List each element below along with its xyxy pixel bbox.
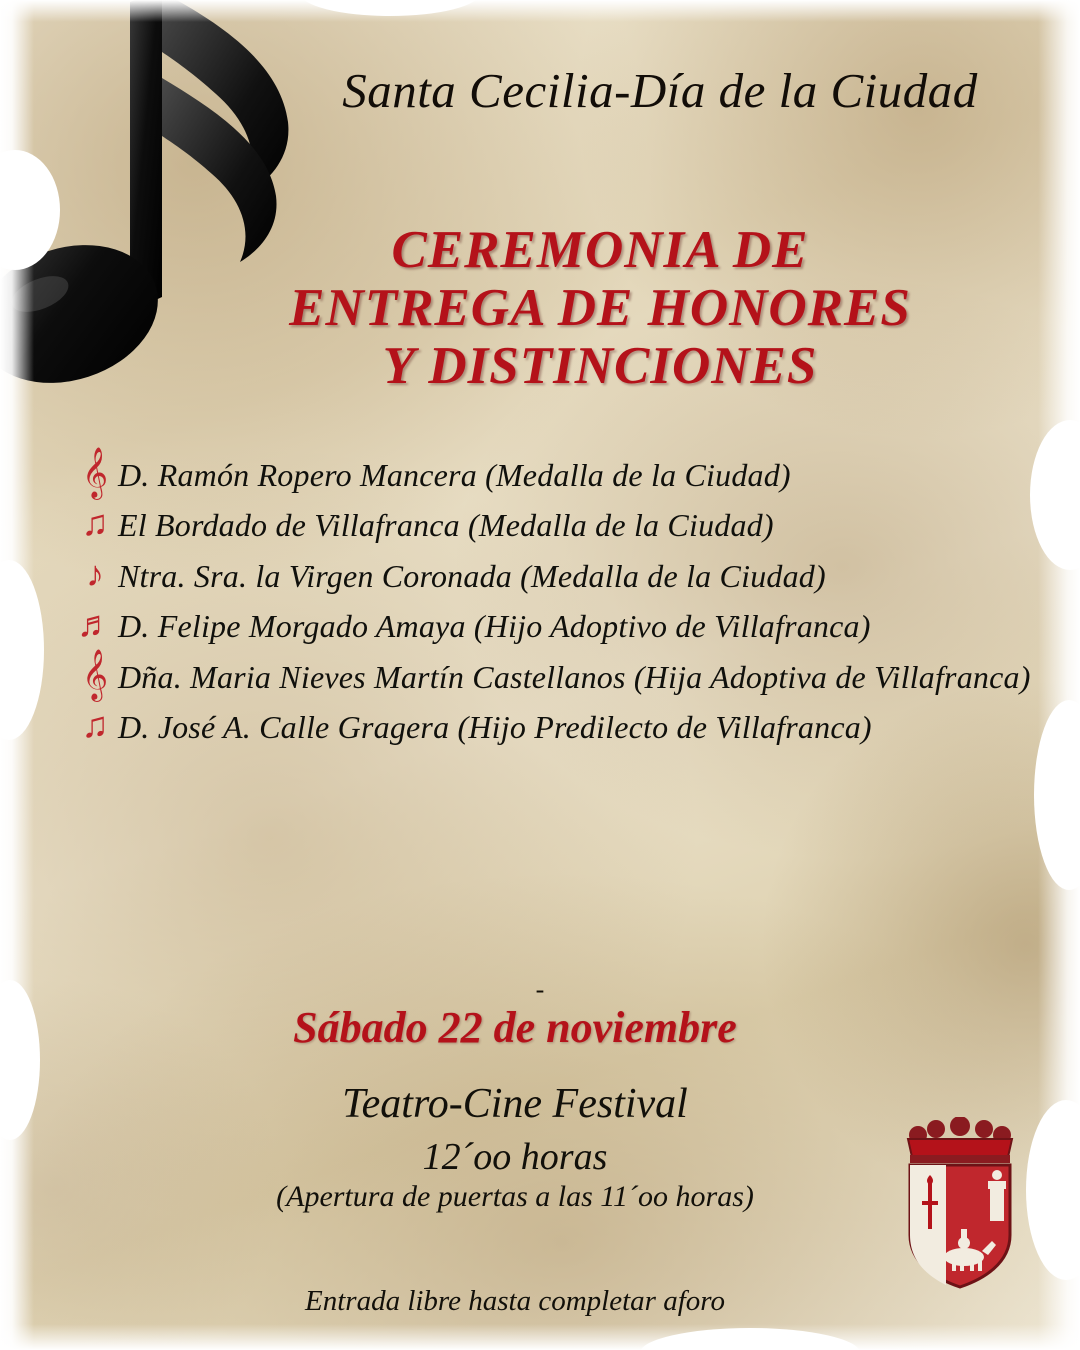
headline — [180, 222, 1020, 395]
villafranca-coat-of-arms — [898, 1117, 1022, 1292]
page-title: Santa Cecilia-Día de la Ciudad — [342, 63, 978, 118]
headline-line-1: CEREMONIA DE — [391, 221, 809, 279]
doors-open-note: (Apertura de puertas a las 11´oo horas) — [276, 1180, 754, 1213]
paper-tear — [1026, 1100, 1080, 1280]
beamed-notes-icon: ♫ — [81, 704, 109, 745]
list-item-label: Dña. Maria Nieves Martín Castellanos (Hija Adoptiva de Villafranca) — [118, 658, 1031, 695]
list-item — [72, 704, 1032, 750]
paper-tear — [1034, 700, 1080, 890]
honors-list — [72, 448, 1032, 754]
poster-title-row — [300, 62, 1020, 119]
beamed-notes-icon: ♬ — [77, 604, 113, 645]
event-venue: Teatro-Cine Festival — [342, 1081, 688, 1127]
paper-edge-top — [0, 0, 1080, 22]
paper-edge-bottom — [0, 1324, 1080, 1350]
paper-tear — [1030, 420, 1080, 570]
list-item — [72, 649, 1032, 700]
beamed-notes-icon: ♫ — [81, 503, 109, 544]
treble-clef-icon: 𝄞 — [81, 448, 108, 497]
treble-clef-icon: 𝄞 — [81, 649, 108, 699]
list-item — [72, 553, 1032, 599]
list-item-label: D. Felipe Morgado Amaya (Hijo Adoptivo de Villafranca) — [118, 608, 871, 645]
admission-note: Entrada libre hasta completar aforo — [305, 1285, 725, 1317]
list-item-label: Ntra. Sra. la Virgen Coronada (Medalla de la Ciudad) — [118, 557, 826, 594]
headline-line-2: ENTREGA DE HONORES — [289, 278, 911, 337]
eighth-note-icon: ♪ — [86, 553, 104, 594]
event-date: Sábado 22 de noviembre — [293, 1003, 737, 1052]
list-item-label: D. Ramón Ropero Mancera (Medalla de la Ciudad) — [118, 457, 791, 493]
list-item — [72, 603, 1032, 649]
paper-edge-right — [1038, 0, 1080, 1350]
paper-tear — [640, 1328, 860, 1350]
list-item — [72, 448, 1032, 498]
paper-tear — [0, 150, 60, 270]
separator-dash: - — [535, 975, 545, 1004]
headline-line-3: Y DISTINCIONES — [382, 336, 818, 395]
event-time: 12´oo horas — [422, 1136, 608, 1178]
list-item-label: D. José A. Calle Gragera (Hijo Predilecto de Villafranca) — [118, 708, 872, 745]
list-item-label: El Bordado de Villafranca (Medalla de la Ciudad) — [118, 507, 774, 544]
list-item — [72, 502, 1032, 548]
paper-tear — [0, 560, 44, 740]
paper-tear — [300, 0, 480, 16]
